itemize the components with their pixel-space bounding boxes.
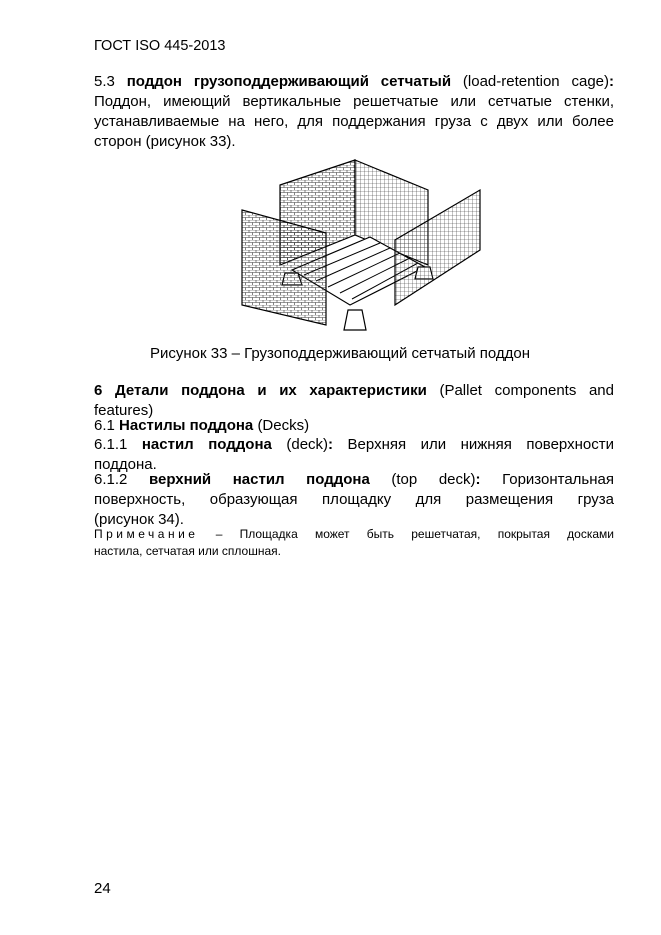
note-line-2: настила, сетчатая или сплошная. bbox=[94, 544, 281, 558]
note bbox=[94, 526, 614, 560]
term-english: (deck) bbox=[286, 436, 329, 453]
page-number: 24 bbox=[94, 880, 111, 897]
section-number: 6.1.2 bbox=[94, 471, 128, 488]
foot bbox=[344, 310, 366, 330]
note-line-1 bbox=[94, 526, 614, 543]
section-5-3-line-1 bbox=[94, 72, 614, 92]
section-number: 6.1.1 bbox=[94, 436, 128, 453]
term: Детали поддона и их характеристики bbox=[114, 382, 427, 399]
section-6-1-1 bbox=[94, 435, 614, 475]
term-colon: : bbox=[609, 73, 614, 90]
note-label: Примечание bbox=[94, 527, 199, 541]
section-number: 6.1 bbox=[94, 417, 115, 434]
section-6-1-2-line-2: поверхность, образующая площадку для размещения груза bbox=[94, 491, 614, 508]
term: настил поддона bbox=[141, 436, 272, 453]
section-5-3 bbox=[94, 72, 614, 152]
section-6-1-2-line-3: (рисунок 34). bbox=[94, 511, 184, 528]
section-6-line-2: features) bbox=[94, 402, 154, 419]
definition-text: Горизонтальная bbox=[502, 471, 614, 488]
term-english: (top deck) bbox=[391, 471, 476, 488]
section-number: 5.3 bbox=[94, 73, 115, 90]
term-colon: : bbox=[475, 471, 481, 488]
term: поддон грузоподдерживающий сетчатый bbox=[126, 73, 452, 90]
section-6-1-2 bbox=[94, 470, 614, 530]
section-6 bbox=[94, 381, 614, 421]
figure-load-retention-cage bbox=[240, 155, 485, 340]
document-header: ГОСТ ISO 445-2013 bbox=[94, 38, 226, 54]
term: Настилы поддона bbox=[119, 417, 254, 434]
term-colon: : bbox=[328, 436, 334, 453]
note-text: – Площадка может быть решетчатая, покрытая досками bbox=[215, 527, 614, 541]
section-5-3-line-3: устанавливаемые на него, для поддержания груза с двух или более bbox=[94, 113, 614, 130]
term-english: (load-retention cage) bbox=[462, 73, 609, 90]
term-english: (Pallet components and bbox=[439, 382, 614, 399]
term: верхний настил поддона bbox=[148, 471, 370, 488]
section-5-3-line-4: сторон (рисунок 33). bbox=[94, 133, 236, 150]
section-6-1-1-line-2: поддона. bbox=[94, 456, 157, 473]
section-6-line-1 bbox=[94, 381, 614, 401]
section-6-1 bbox=[94, 416, 614, 436]
section-6-1-1-line-1 bbox=[94, 435, 614, 455]
definition-text: Верхняя или нижняя поверхности bbox=[347, 436, 614, 453]
figure-caption: Рисунок 33 – Грузоподдерживающий сетчатый поддон bbox=[150, 345, 531, 362]
section-5-3-line-2: Поддон, имеющий вертикальные решетчатые или сетчатые стенки, bbox=[94, 93, 614, 110]
term-english: (Decks) bbox=[257, 417, 310, 434]
section-number: 6 bbox=[94, 382, 103, 399]
section-6-1-2-line-1 bbox=[94, 470, 614, 490]
